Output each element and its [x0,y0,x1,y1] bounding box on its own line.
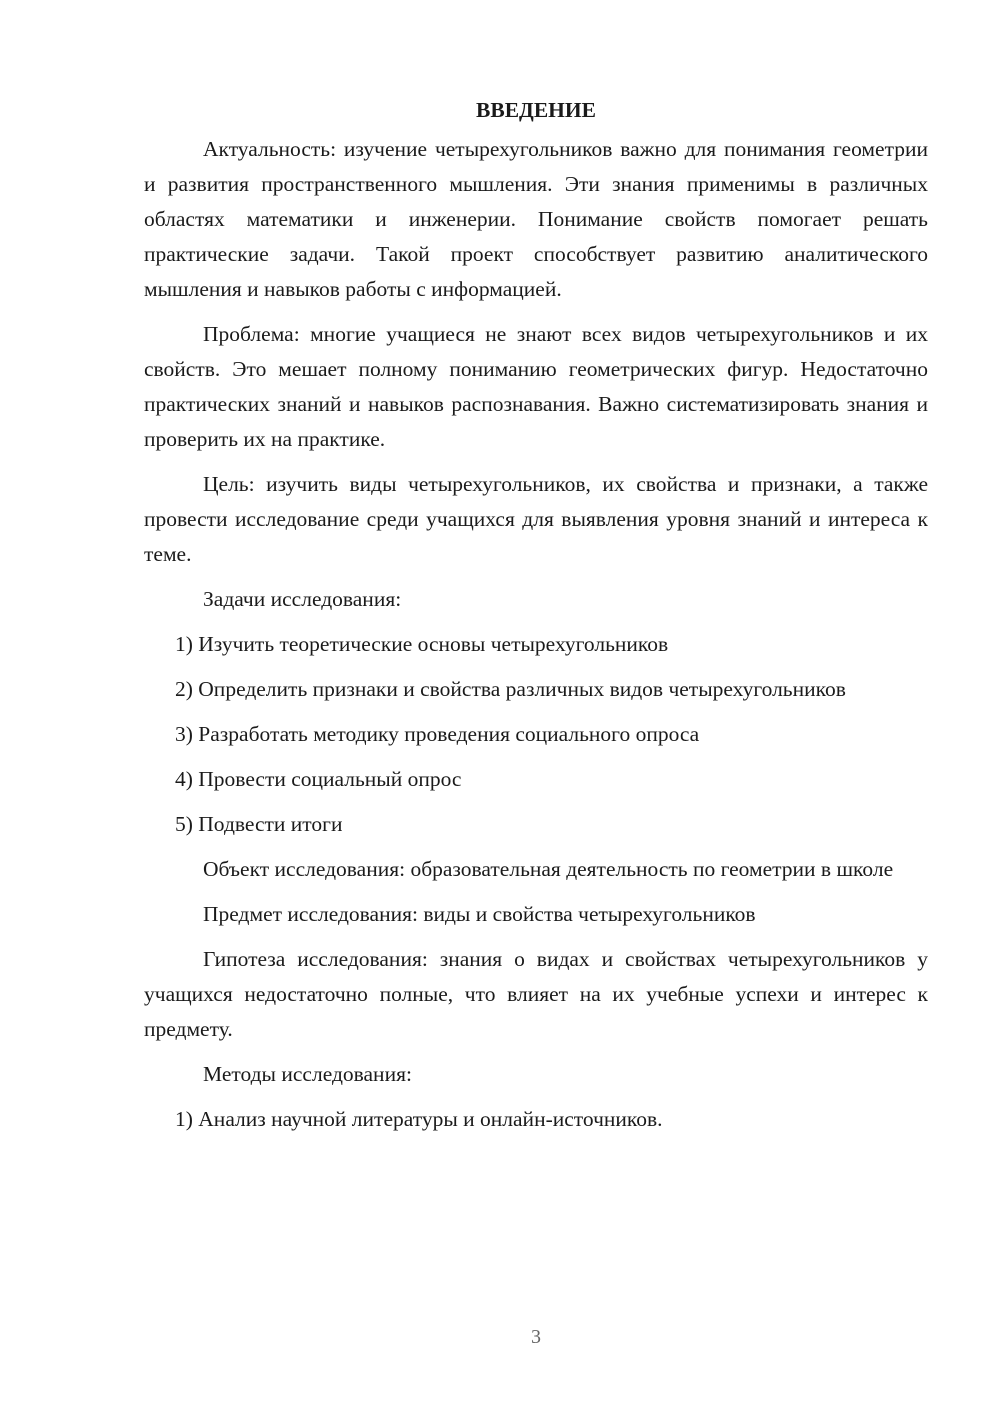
problem-paragraph: Проблема: многие учащиеся не знают всех видов четырехугольников и их свойств. Это мешает полному пониманию геометрических фигур. Недостаточно практических знаний и навыков распознавания. Важно систематизировать знания и проверить их на практике. [144,322,928,451]
object-paragraph: Объект исследования: образовательная деятельность по геометрии в школе [203,857,894,881]
task-item-3: 3) Разработать методику проведения социального опроса [175,722,700,746]
tasks-heading: Задачи исследования: [203,587,402,611]
subject-paragraph: Предмет исследования: виды и свойства четырехугольников [203,902,756,926]
method-item-1: 1) Анализ научной литературы и онлайн-источников. [175,1107,663,1131]
document-page [144,92,928,1137]
hypothesis-paragraph: Гипотеза исследования: знания о видах и свойствах четырехугольников у учащихся недостаточно полные, что влияет на их учебные успехи и интерес к предмету. [144,947,928,1041]
relevance-paragraph: Актуальность: изучение четырехугольников важно для понимания геометрии и развития пространственного мышления. Эти знания применимы в различных областях математики и инженерии. Понимание свойств помогает решать практические задачи. Такой проект способствует развитию аналитического мышления и навыков работы с информацией. [144,137,928,301]
task-item-4: 4) Провести социальный опрос [175,767,462,791]
section-title: ВВЕДЕНИЕ [476,98,596,122]
goal-paragraph: Цель: изучить виды четырехугольников, их свойства и признаки, а также провести исследование среди учащихся для выявления уровня знаний и интереса к теме. [144,472,928,566]
task-item-5: 5) Подвести итоги [175,812,343,836]
page-number: 3 [531,1326,541,1348]
task-item-1: 1) Изучить теоретические основы четырехугольников [175,632,669,656]
task-item-2: 2) Определить признаки и свойства различных видов четырехугольников [175,677,846,701]
methods-heading: Методы исследования: [203,1062,412,1086]
